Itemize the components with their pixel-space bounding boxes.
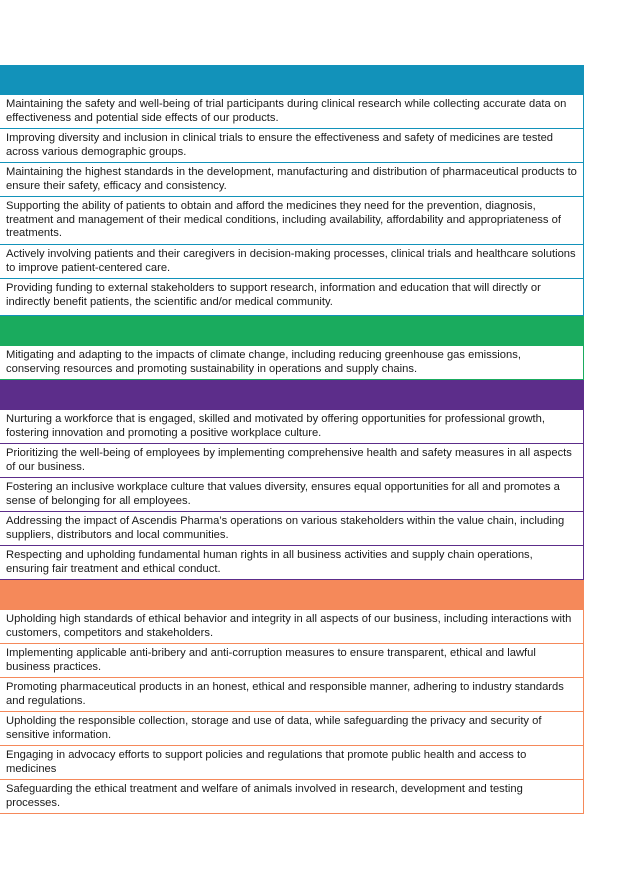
topic-row: Maintaining the safety and well-being of trial participants during clinical research while collecting accurate data on effectiveness and potential side effects of our products. xyxy=(0,95,584,129)
topic-row: Prioritizing the well-being of employees by implementing comprehensive health and safety measures in all aspects of our business. xyxy=(0,444,584,478)
topic-row: Improving diversity and inclusion in clinical trials to ensure the effectiveness and safety of medicines are tested across various demographic groups. xyxy=(0,129,584,163)
topic-row: Maintaining the highest standards in the development, manufacturing and distribution of pharmaceutical products to ensure their safety, efficacy and consistency. xyxy=(0,163,584,197)
section-environment-header-band xyxy=(0,316,584,346)
topics-table xyxy=(0,65,584,814)
section-governance-header-band xyxy=(0,580,584,610)
topic-row: Actively involving patients and their caregivers in decision-making processes, clinical trials and healthcare solutions to improve patient-centered care. xyxy=(0,245,584,279)
section-people-header-band xyxy=(0,380,584,410)
topic-row: Supporting the ability of patients to obtain and afford the medicines they need for the prevention, diagnosis, treatment and management of their medical conditions, including availability, affordability and appropriateness of treatments. xyxy=(0,197,584,245)
topic-row: Safeguarding the ethical treatment and welfare of animals involved in research, development and testing processes. xyxy=(0,780,584,814)
topic-row: Promoting pharmaceutical products in an honest, ethical and responsible manner, adhering to industry standards and regulations. xyxy=(0,678,584,712)
topic-row: Nurturing a workforce that is engaged, skilled and motivated by offering opportunities for professional growth, fostering innovation and promoting a positive workplace culture. xyxy=(0,410,584,444)
section-patients-header-band xyxy=(0,65,584,95)
topic-row: Respecting and upholding fundamental human rights in all business activities and supply chain operations, ensuring fair treatment and ethical conduct. xyxy=(0,546,584,580)
topic-row: Addressing the impact of Ascendis Pharma’s operations on various stakeholders within the value chain, including suppliers, distributors and local communities. xyxy=(0,512,584,546)
topic-row: Mitigating and adapting to the impacts of climate change, including reducing greenhouse gas emissions, conserving resources and promoting sustainability in operations and supply chains. xyxy=(0,346,584,380)
topic-row: Providing funding to external stakeholders to support research, information and education that will directly or indirectly benefit patients, the scientific and/or medical community. xyxy=(0,279,584,316)
topic-row: Upholding the responsible collection, storage and use of data, while safeguarding the privacy and security of sensitive information. xyxy=(0,712,584,746)
topic-row: Engaging in advocacy efforts to support policies and regulations that promote public health and access to medicines xyxy=(0,746,584,780)
topic-row: Implementing applicable anti-bribery and anti-corruption measures to ensure transparent, ethical and lawful business practices. xyxy=(0,644,584,678)
topic-row: Fostering an inclusive workplace culture that values diversity, ensures equal opportunities for all and promotes a sense of belonging for all employees. xyxy=(0,478,584,512)
topic-row: Upholding high standards of ethical behavior and integrity in all aspects of our business, including interactions with customers, competitors and stakeholders. xyxy=(0,610,584,644)
